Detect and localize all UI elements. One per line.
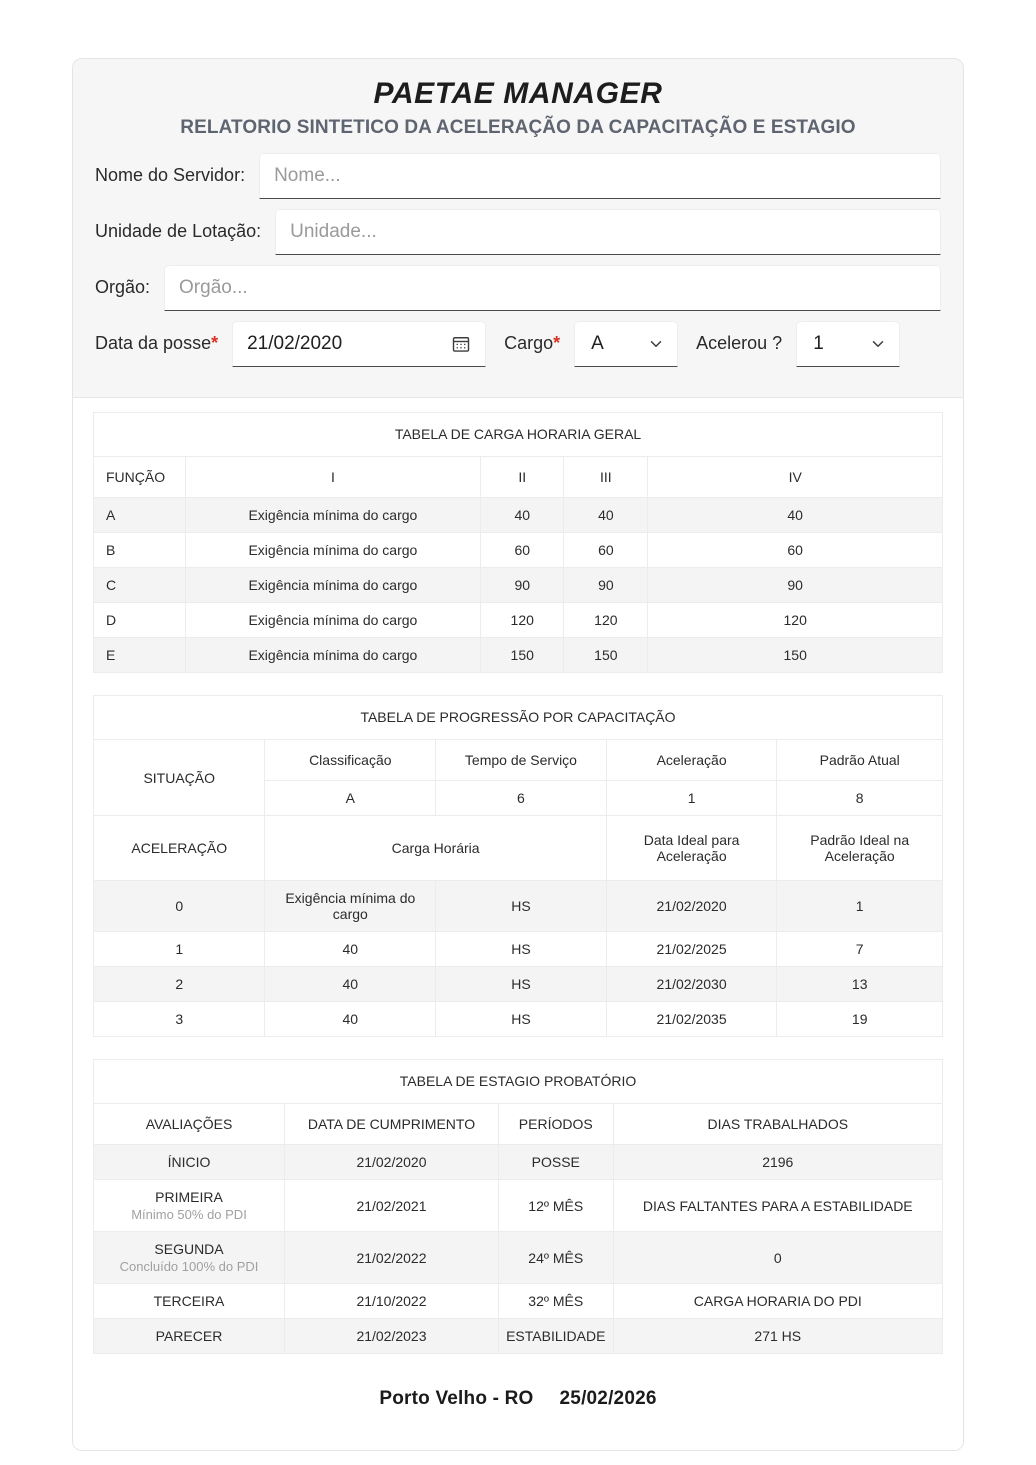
nome-input[interactable] xyxy=(259,153,941,199)
cell-hs: HS xyxy=(436,881,607,932)
avaliacao-note: Mínimo 50% do PDI xyxy=(131,1207,247,1222)
cell-iv: 120 xyxy=(648,603,943,638)
data-posse-input[interactable] xyxy=(232,321,486,367)
cell-aceleracao-value: 1 xyxy=(606,781,777,816)
unidade-label: Unidade de Lotação: xyxy=(95,221,262,241)
avaliacao-name: ÍNICIO xyxy=(167,1154,211,1170)
cell-periodo: 12º MÊS xyxy=(498,1180,613,1232)
th-tempo-servico: Tempo de Serviço xyxy=(436,740,607,781)
acelerou-label: Acelerou ? xyxy=(696,333,783,353)
nome-label: Nome do Servidor: xyxy=(95,165,246,185)
cell-periodo: 32º MÊS xyxy=(498,1284,613,1319)
cell-padrao-ideal: 13 xyxy=(777,967,943,1002)
cell-classificacao-value: A xyxy=(265,781,436,816)
avaliacao-name: PARECER xyxy=(155,1328,223,1344)
footer-location: Porto Velho - RO xyxy=(379,1388,534,1409)
table-row xyxy=(94,638,943,673)
table-carga-horaria-title: TABELA DE CARGA HORARIA GERAL xyxy=(94,413,943,457)
cell-data-ideal: 21/02/2020 xyxy=(606,881,777,932)
avaliacao-name: TERCEIRA xyxy=(153,1293,225,1309)
th-ii: II xyxy=(481,457,564,498)
table-title-row xyxy=(94,696,943,740)
table-row xyxy=(94,1002,943,1037)
cell-dias: 2196 xyxy=(613,1145,942,1180)
cell-padrao-atual-value: 8 xyxy=(777,781,943,816)
table-row xyxy=(94,967,943,1002)
table-progressao-title: TABELA DE PROGRESSÃO POR CAPACITAÇÃO xyxy=(94,696,943,740)
cell-iii: 40 xyxy=(564,498,648,533)
th-funcao: FUNÇÃO xyxy=(94,457,186,498)
table-row xyxy=(94,881,943,932)
th-carga-horaria: Carga Horária xyxy=(265,816,606,881)
nome-placeholder: Nome... xyxy=(274,165,341,186)
table-header-row xyxy=(94,457,943,498)
table-row xyxy=(94,932,943,967)
cell-funcao: B xyxy=(94,533,186,568)
card-body xyxy=(73,398,963,1450)
cell-data: 21/02/2022 xyxy=(285,1232,499,1284)
cell-dias: CARGA HORARIA DO PDI xyxy=(613,1284,942,1319)
cargo-select[interactable] xyxy=(574,321,678,367)
data-posse-label-text: Data da posse xyxy=(95,333,212,353)
cargo-label xyxy=(504,333,560,367)
cell-padrao-ideal: 7 xyxy=(777,932,943,967)
cell-aceleracao: 2 xyxy=(94,967,265,1002)
form-row-posse xyxy=(73,321,963,367)
table-title-row xyxy=(94,413,943,457)
cell-carga: 40 xyxy=(265,1002,436,1037)
cell-data: 21/02/2021 xyxy=(285,1180,499,1232)
cell-dias: DIAS FALTANTES PARA A ESTABILIDADE xyxy=(613,1180,942,1232)
aceleracao-header-row xyxy=(94,816,943,881)
cell-funcao: D xyxy=(94,603,186,638)
cell-data: 21/10/2022 xyxy=(285,1284,499,1319)
cell-data-ideal: 21/02/2025 xyxy=(606,932,777,967)
table-row xyxy=(94,1145,943,1180)
cell-i: Exigência mínima do cargo xyxy=(185,568,480,603)
cell-ii: 40 xyxy=(481,498,564,533)
acelerou-select[interactable] xyxy=(796,321,900,367)
unidade-input[interactable] xyxy=(275,209,941,255)
table-row xyxy=(94,1319,943,1354)
cell-iv: 90 xyxy=(648,568,943,603)
cell-periodo: POSSE xyxy=(498,1145,613,1180)
th-iii: III xyxy=(564,457,648,498)
table-row xyxy=(94,568,943,603)
cell-avaliacao xyxy=(94,1284,285,1319)
cell-avaliacao xyxy=(94,1232,285,1284)
card-header xyxy=(73,59,963,398)
orgao-placeholder: Orgão... xyxy=(179,277,248,298)
cell-funcao: E xyxy=(94,638,186,673)
cell-ii: 60 xyxy=(481,533,564,568)
cell-aceleracao: 1 xyxy=(94,932,265,967)
th-dias-trabalhados: DIAS TRABALHADOS xyxy=(613,1104,942,1145)
cell-avaliacao xyxy=(94,1180,285,1232)
cell-iii: 90 xyxy=(564,568,648,603)
data-posse-label xyxy=(95,333,218,367)
cell-data-ideal: 21/02/2035 xyxy=(606,1002,777,1037)
footer-line xyxy=(93,1376,943,1432)
form-row-nome xyxy=(73,153,963,199)
cell-padrao-ideal: 19 xyxy=(777,1002,943,1037)
table-progressao xyxy=(93,695,943,1037)
cell-periodo: ESTABILIDADE xyxy=(498,1319,613,1354)
cell-carga: 40 xyxy=(265,932,436,967)
cell-iv: 150 xyxy=(648,638,943,673)
cell-avaliacao xyxy=(94,1319,285,1354)
form-row-unidade xyxy=(73,209,963,255)
calendar-icon[interactable] xyxy=(451,334,471,354)
cell-funcao: C xyxy=(94,568,186,603)
avaliacao-name: SEGUNDA xyxy=(154,1241,224,1257)
table-row xyxy=(94,498,943,533)
orgao-input[interactable] xyxy=(164,265,941,311)
th-data-ideal: Data Ideal para Aceleração xyxy=(606,816,777,881)
app-title: PAETAE MANAGER xyxy=(373,77,663,110)
cell-aceleracao: 0 xyxy=(94,881,265,932)
table-row xyxy=(94,1232,943,1284)
cell-aceleracao: 3 xyxy=(94,1002,265,1037)
cell-i: Exigência mínima do cargo xyxy=(185,498,480,533)
footer-date: 25/02/2026 xyxy=(559,1388,657,1409)
table-row xyxy=(94,1284,943,1319)
cargo-value: A xyxy=(591,333,604,354)
cell-hs: HS xyxy=(436,932,607,967)
th-aceleracao-label: ACELERAÇÃO xyxy=(94,816,265,881)
cell-data: 21/02/2023 xyxy=(285,1319,499,1354)
table-title-row xyxy=(94,1060,943,1104)
cell-dias: 271 HS xyxy=(613,1319,942,1354)
unidade-placeholder: Unidade... xyxy=(290,221,377,242)
cell-i: Exigência mínima do cargo xyxy=(185,638,480,673)
cell-iii: 120 xyxy=(564,603,648,638)
cell-funcao: A xyxy=(94,498,186,533)
data-posse-value: 21/02/2020 xyxy=(247,333,343,354)
th-situacao: SITUAÇÃO xyxy=(94,740,265,816)
cell-hs: HS xyxy=(436,1002,607,1037)
th-avaliacoes: AVALIAÇÕES xyxy=(94,1104,285,1145)
cell-padrao-ideal: 1 xyxy=(777,881,943,932)
avaliacao-note: Concluído 100% do PDI xyxy=(119,1259,259,1274)
cargo-required: * xyxy=(553,333,561,353)
table-row xyxy=(94,1180,943,1232)
avaliacao-name: PRIMEIRA xyxy=(155,1189,223,1205)
cell-data-ideal: 21/02/2030 xyxy=(606,967,777,1002)
cell-i: Exigência mínima do cargo xyxy=(185,603,480,638)
cell-iv: 40 xyxy=(648,498,943,533)
orgao-label: Orgão: xyxy=(95,277,151,297)
th-periodos: PERÍODOS xyxy=(498,1104,613,1145)
cell-iii: 60 xyxy=(564,533,648,568)
data-posse-required: * xyxy=(211,333,219,353)
th-data-cumprimento: DATA DE CUMPRIMENTO xyxy=(285,1104,499,1145)
cell-carga: Exigência mínima do cargo xyxy=(265,881,436,932)
table-row xyxy=(94,533,943,568)
form-row-orgao xyxy=(73,265,963,311)
cell-ii: 90 xyxy=(481,568,564,603)
chevron-down-icon[interactable] xyxy=(647,335,665,353)
cell-ii: 150 xyxy=(481,638,564,673)
th-classificacao: Classificação xyxy=(265,740,436,781)
cell-hs: HS xyxy=(436,967,607,1002)
table-estagio xyxy=(93,1059,943,1354)
th-padrao-atual: Padrão Atual xyxy=(777,740,943,781)
table-header-row xyxy=(94,1104,943,1145)
report-card xyxy=(72,58,964,1451)
th-aceleracao: Aceleração xyxy=(606,740,777,781)
cell-iv: 60 xyxy=(648,533,943,568)
cell-ii: 120 xyxy=(481,603,564,638)
cell-data: 21/02/2020 xyxy=(285,1145,499,1180)
report-subtitle: RELATORIO SINTETICO DA ACELERAÇÃO DA CAPACITAÇÃO E ESTAGIO xyxy=(180,117,856,138)
cell-iii: 150 xyxy=(564,638,648,673)
cargo-label-text: Cargo xyxy=(504,333,554,353)
cell-tempo-servico-value: 6 xyxy=(436,781,607,816)
cell-i: Exigência mínima do cargo xyxy=(185,533,480,568)
table-estagio-title: TABELA DE ESTAGIO PROBATÓRIO xyxy=(94,1060,943,1104)
cell-dias: 0 xyxy=(613,1232,942,1284)
th-i: I xyxy=(185,457,480,498)
table-row xyxy=(94,603,943,638)
cell-periodo: 24º MÊS xyxy=(498,1232,613,1284)
cell-carga: 40 xyxy=(265,967,436,1002)
chevron-down-icon[interactable] xyxy=(869,335,887,353)
th-padrao-ideal: Padrão Ideal na Aceleração xyxy=(777,816,943,881)
cell-avaliacao xyxy=(94,1145,285,1180)
situacao-header-row xyxy=(94,740,943,781)
table-carga-horaria xyxy=(93,412,943,673)
th-iv: IV xyxy=(648,457,943,498)
acelerou-value: 1 xyxy=(813,333,824,354)
